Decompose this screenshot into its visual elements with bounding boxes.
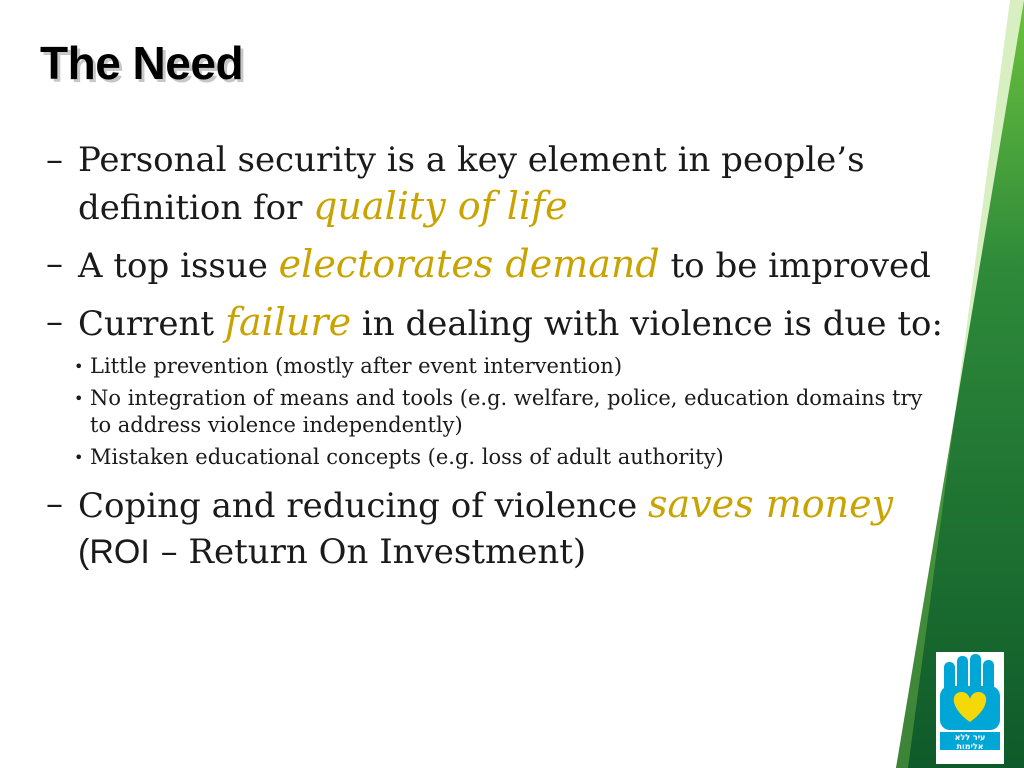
item-text: Current <box>78 304 225 344</box>
highlight-text: saves money <box>648 482 894 526</box>
bullet-marker: • <box>74 448 84 467</box>
list-item <box>46 137 946 231</box>
logo-text-line1: עיר ללא <box>954 733 986 742</box>
sub-list-item <box>74 385 946 439</box>
slide-content <box>46 137 946 585</box>
highlight-text: electorates demand <box>278 242 660 286</box>
slide-title: The Need <box>40 37 244 89</box>
item-text: – Return On Investment) <box>149 532 587 572</box>
sub-item-text: No integration of means and tools (e.g. welfare, police, education domains try to address violence independently) <box>90 386 923 437</box>
sub-list <box>46 353 946 471</box>
list-item <box>46 241 946 289</box>
highlight-text: failure <box>224 300 352 344</box>
dash-marker: – <box>46 140 63 180</box>
dash-marker: – <box>46 244 63 284</box>
list-item <box>46 481 946 575</box>
bullet-marker: • <box>74 389 84 408</box>
list-item <box>46 299 946 347</box>
item-text: to be improved <box>659 246 931 286</box>
sub-list-item <box>74 444 946 471</box>
item-text: A top issue <box>78 246 279 286</box>
sub-list-item <box>74 353 946 380</box>
dash-marker: – <box>46 484 63 524</box>
sub-item-text: Mistaken educational concepts (e.g. loss of adult authority) <box>90 445 724 469</box>
item-text-roi: (ROI <box>78 533 150 571</box>
item-text: Personal security is a key element in people’s definition for <box>78 140 865 228</box>
item-text: Coping and reducing of violence <box>78 486 649 526</box>
dash-marker: – <box>46 302 63 342</box>
logo-text-line2: אלימות <box>956 742 984 751</box>
sub-item-text: Little prevention (mostly after event intervention) <box>90 354 623 378</box>
bullet-marker: • <box>74 357 84 376</box>
hand-heart-logo-icon <box>936 652 1004 764</box>
highlight-text: quality of life <box>313 184 568 228</box>
item-text: in dealing with violence is due to: <box>351 304 943 344</box>
